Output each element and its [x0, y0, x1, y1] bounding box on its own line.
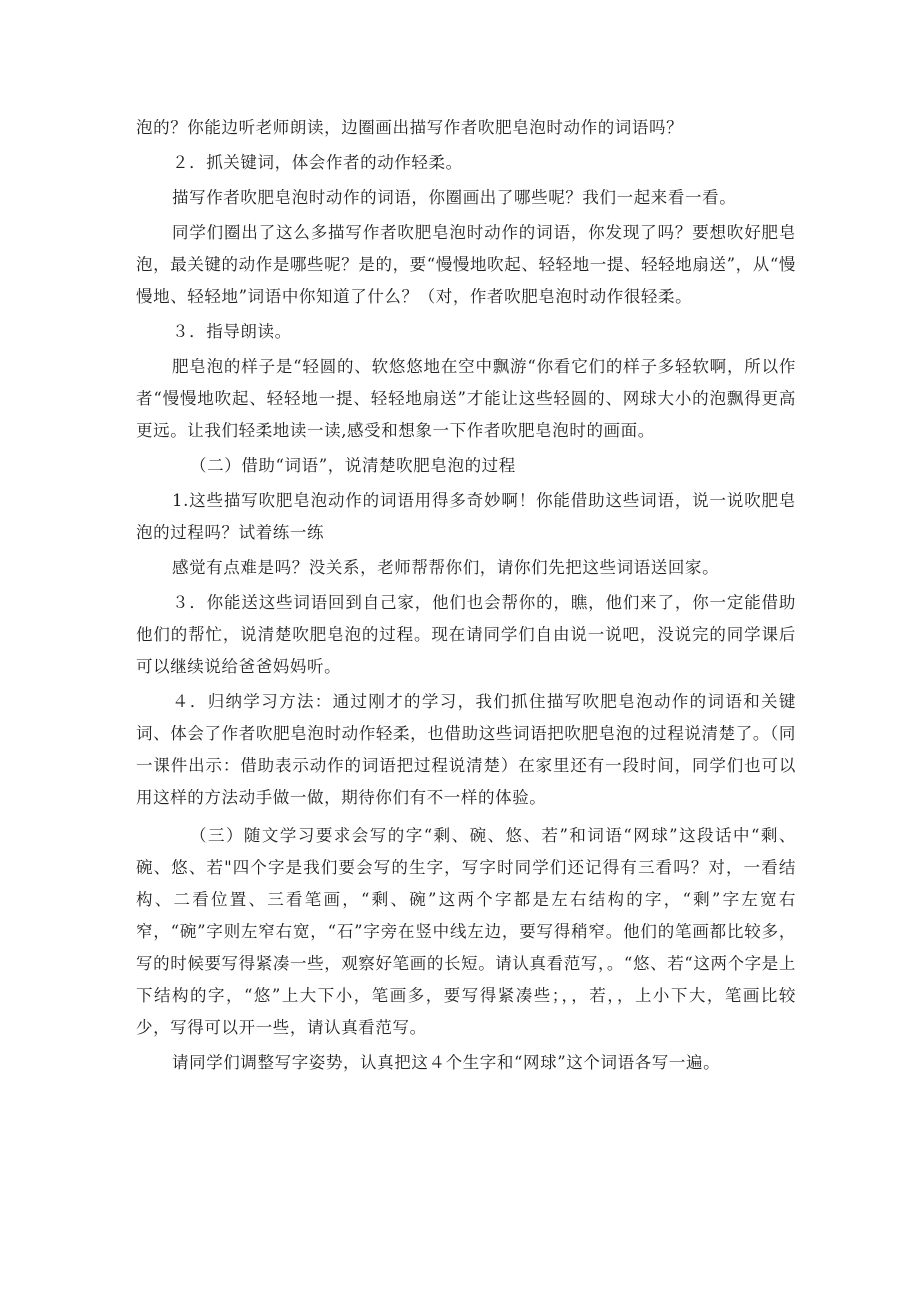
document-body [136, 112, 796, 1079]
section-heading-2: （二）借助“词语”，说清楚吹肥皂泡的过程 [190, 456, 516, 475]
paragraph-reading-guidance: 肥皂泡的样子是“轻圆的、软悠悠地在空中飘游“你看它们的样子多轻软啊，所以作者“慢慢地吹起、轻轻地一提、轻轻地扇送”才能让这些轻圆的、网球大小的泡飘得更高更远。让我们轻柔地读一读,感受和想象一下作者吹肥皂泡时的画面。 [136, 357, 796, 440]
paragraph-continuation: 泡的？你能边听老师朗读，边圈画出描写作者吹肥皂泡时动作的词语吗？ [136, 118, 684, 137]
section-heading-3-writing: （三）随文学习要求会写的字“剩、碗、悠、若”和词语“网球”这段话中“剩、碗、悠、若"四个字是我们要会写的生字，写字时同学们还记得有三看吗？对，一看结构、二看位置、三看笔画，“剩、碗”这两个字都是左右结构的字，“剩”字左宽右窄，“碗”字则左窄右宽，“石”字旁在竖中线左边，要写得稍窄。他们的笔画都比较多，写的时候要写得紧凑一些，观察好笔画的长短。请认真看范写，。“悠、若“这两个字是上下结构的字，“悠”上大下小，笔画多，要写得紧凑些；，，若，，上小下大，笔画比较少，写得可以开一些，请认真看范写。 [136, 826, 796, 1037]
paragraph-key-actions: 同学们圈出了这么多描写作者吹肥皂泡时动作的词语，你发现了吗？要想吹好肥皂泡，最关键的动作是哪些呢？是的，要“慢慢地吹起、轻轻地一提、轻轻地扇送”，从“慢慢地、轻轻地”词语中你知道了什么？（对，作者吹肥皂泡时动作很轻柔。 [136, 223, 796, 306]
paragraph-item-1: 1.这些描写吹肥皂泡动作的词语用得多奇妙啊！你能借助这些词语，说一说吹肥皂泡的过程吗？试着练一练 [136, 491, 796, 542]
paragraph-step-3-heading: ３．指导朗读。 [172, 322, 292, 341]
paragraph-item-3: ３．你能送这些词语回到自己家，他们也会帮你的，瞧，他们来了，你一定能借助他们的帮忙，说清楚吹肥皂泡的过程。现在请同学们自由说一说吧，没说完的同学课后可以继续说给爸爸妈妈听。 [136, 593, 796, 676]
paragraph-writing-practice: 请同学们调整写字姿势，认真把这４个生字和“网球”这个词语各写一遍。 [172, 1053, 721, 1072]
paragraph-send-words-home: 感觉有点难是吗？没关系，老师帮帮你们，请你们先把这些词语送回家。 [172, 558, 720, 577]
paragraph-circled-words-question: 描写作者吹肥皂泡时动作的词语，你圈画出了哪些呢？我们一起来看一看。 [172, 188, 737, 207]
paragraph-item-4-summary: ４．归纳学习方法：通过刚才的学习，我们抓住描写吹肥皂泡动作的词语和关键词、体会了作者吹肥皂泡时动作轻柔，也借助这些词语把吹肥皂泡的过程说清楚了。（同一课件出示：借助表示动作的词语把过程说清楚）在家里还有一段时间，同学们也可以用这样的方法动手做一做，期待你们有不一样的体验。 [136, 692, 796, 807]
paragraph-step-2-heading: ２．抓关键词，体会作者的动作轻柔。 [172, 153, 463, 172]
